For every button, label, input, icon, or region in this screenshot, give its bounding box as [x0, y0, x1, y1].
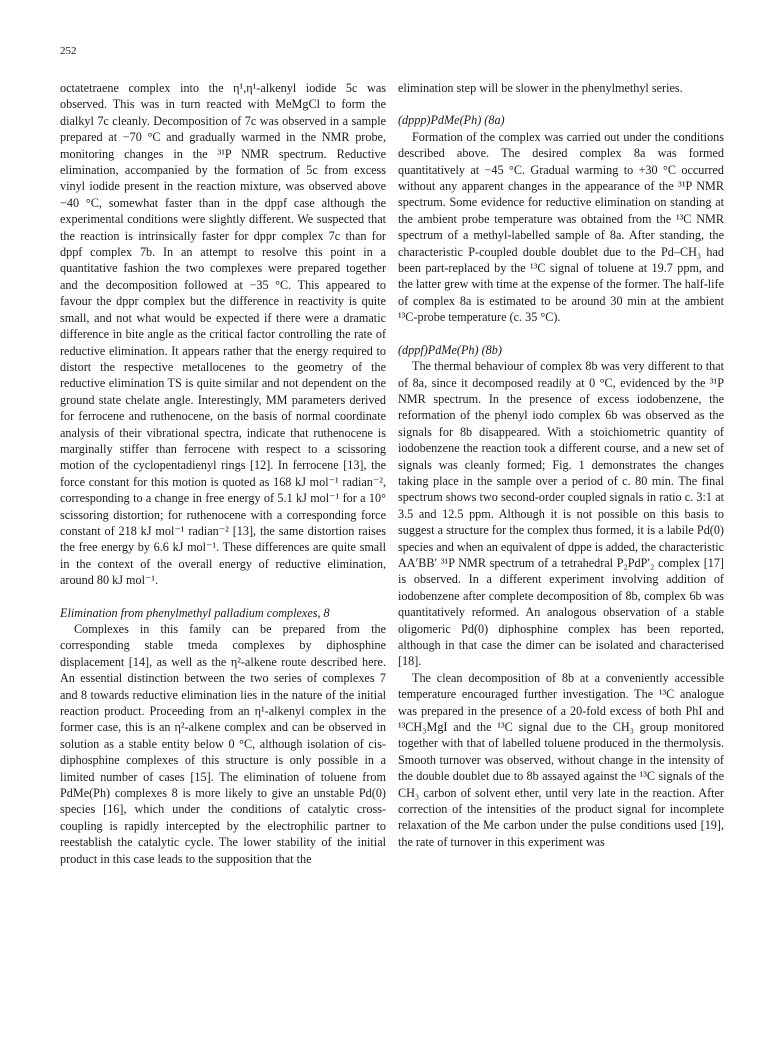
page-number: 252 — [60, 45, 77, 57]
paragraph: The clean decomposition of 8b at a conveniently accessible temperature encouraged further investigation. The ¹³C analogue was prepared in the presence of a 20-fold excess of both PhI and ¹³CH₃MgI and the ¹³C signal due to the CH₃ group monitored together with that of labelled toluene produced in the thermolysis. Smooth turnover was observed, without change in the intensity of the double doublet due to 8b assayed against the ¹³C signals of the CH₃ carbon of solvent ether, until very late in the reaction. After correction of the intensities of the product signal for incomplete relaxation of the Me carbon under the pulse conditions used [19], the rate of turnover in this experiment was — [398, 670, 724, 849]
paragraph: elimination step will be slower in the phenylmethyl series. — [398, 81, 683, 95]
paragraph: Complexes in this family can be prepared from the corresponding stable tmeda complexes by diphosphine displacement [14], as well as the η²-alkene route described here. An essential distinction between the two series of complexes 7 and 8 towards reductive elimination lies in the nature of the initial reaction product. Proceeding from an η¹-alkenyl complex in the former case, this is an η²-alkene complex and can be observed in solution as a stable entity below 0 °C, although isolation of cis-diphosphine complexes of this structure is only possible in a limited number of cases [15]. The elimination of toluene from PdMe(Ph) complexes 8 is more likely to give an unstable Pd(0) species [16], which under the conditions of catalytic cross-coupling is rapidly intercepted by the electrophilic partner to reestablish the catalytic cycle. The lower stability of the initial product in this case leads to the supposition that the — [60, 622, 386, 866]
section-heading: Elimination from phenylmethyl palladium complexes, 8 — [60, 605, 330, 620]
paragraph: Formation of the complex was carried out under the conditions described above. The desired complex 8a was formed quantitatively at −45 °C. Gradual warming to +30 °C occurred without any apparent changes in the appearance of the ³¹P NMR spectrum. Some evidence for reductive elimination on standing at the ambient probe temperature was obtained from the ¹³C NMR spectrum of a methyl-labelled sample of 8a. After standing, the characteristic P-coupled double doublet due to the Pd–CH₃ had been part-replaced by the ¹³C signal of toluene at 19.7 ppm, and the latter grew with time at the expense of the former. The half-life of complex 8a is estimated to be around 30 min at the ambient ¹³C-probe temperature (c. 35 °C). — [398, 129, 724, 325]
subsection-heading: (dppp)PdMe(Ph) (8a) — [398, 113, 505, 128]
subsection-heading: (dppf)PdMe(Ph) (8b) — [398, 342, 502, 357]
left-column — [60, 80, 386, 867]
paragraph: octatetraene complex into the η¹,η¹-alkenyl iodide 5c was observed. This was in turn reacted with MeMgCl to form the dialkyl 7c cleanly. Decomposition of 7c was observed in a sample prepared at −70 °C and gradually warmed in the NMR probe, monitoring changes in the ³¹P NMR spectrum. Reductive elimination, accompanied by the formation of 5c from excess vinyl iodide present in the reaction mixture, was observed above −40 °C, somewhat faster than in the dppf case although the experimental conditions were slightly different. We suspected that the reaction is intrinsically faster for dppr complex 7c than for dppf complex 7b. In an attempt to resolve this point in a quantitative fashion the two complexes were prepared together and the decomposition followed at −35 °C. This appeared to favour the dppr complex but the difference in reactivity is quite small, and not what would be expected if there were a dramatic difference in bite angle as the critical factor controlling the rate of reductive elimination. It appears rather that the energy required to distort the respective metallocenes to the geometry of the reductive elimination TS is quite similar and not dependent on the ground state chelate angle. Interestingly, MM parameters derived for ferrocene and ruthenocene, on the basis of normal coordinate analysis of their vibrational spectra, indicate that ruthenocene is marginally stiffer than ferrocene with respect to a scissoring motion of the cyclopentadienyl rings [12]. In ferrocene [13], the force constant for this motion is quoted as 168 kJ mol⁻¹ radian⁻², corresponding to a change in free energy of 5.1 kJ mol⁻¹ for a 10° scissoring distortion; for ruthenocene with a corresponding force constant of 218 kJ mol⁻¹ radian⁻² [13], the same distortion raises the free energy by 6.6 kJ mol⁻¹. These differences are quite small in the context of the overall energy of reductive elimination, around 80 kJ mol⁻¹. — [60, 81, 386, 588]
paragraph: The thermal behaviour of complex 8b was very different to that of 8a, since it decomposed readily at 0 °C, evidenced by the ³¹P NMR spectrum. In the presence of excess iodobenzene, the reformation of the phenyl iodo complex 6b was observed as the signals for 8b disappeared. With a stoichiometric quantity of iodobenzene the reaction took a different course, and a new set of signals was cleanly formed; Fig. 1 demonstrates the changes taking place in the sample over a period of c. 80 min. The final spectrum shows two second-order coupled signals in ratio c. 3:1 at 3.5 and 12.5 ppm. Although it is not possible on this basis to suggest a structure for the complex thus formed, it is a labile Pd(0) species and when an equivalent of dppe is added, the characteristic AA′BB′ ³¹P NMR spectrum of a tetrahedral P₂PdP′₂ complex [17] is observed. In a different experiment involving addition of iodobenzene after complete decomposition of 8b, complex 6b was quantitatively reformed. An analogous observation of a stable oligomeric Pd(0) diphosphine complex has been reported, although in that case the dimer can be isolated and characterised [18]. — [398, 359, 724, 669]
right-column — [398, 80, 724, 850]
